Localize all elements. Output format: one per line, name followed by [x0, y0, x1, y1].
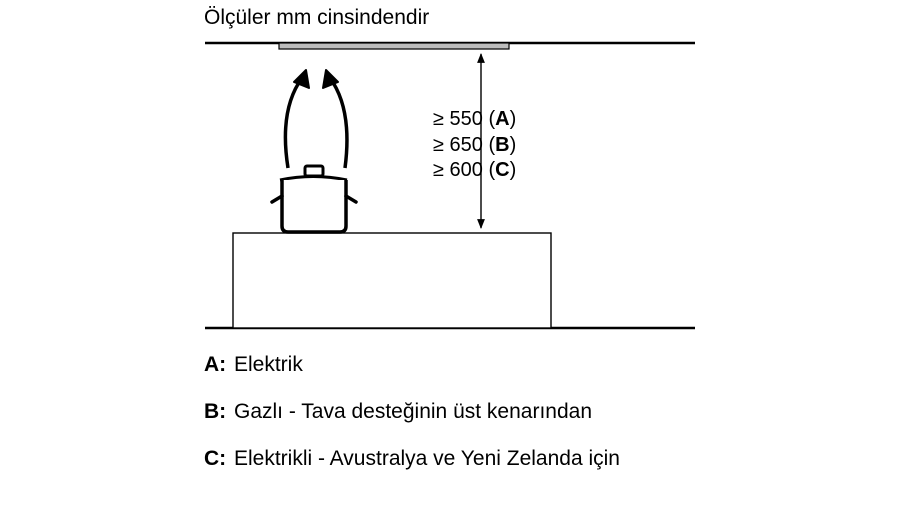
dimension-label-b: ≥ 650 (B): [433, 134, 517, 156]
cooktop-box: [233, 233, 551, 328]
legend-text: Gazlı - Tava desteğinin üst kenarından: [234, 400, 592, 423]
steam-arrow-icon: [285, 70, 347, 168]
dimension-label-a: ≥ 550 (A): [433, 108, 517, 130]
legend: [204, 352, 674, 472]
dimension-label-c: ≥ 600 (C): [433, 159, 517, 181]
legend-item-b: [204, 399, 674, 425]
legend-item-a: [204, 352, 674, 378]
hood-bar: [279, 43, 509, 49]
legend-key: A:: [204, 353, 227, 376]
legend-text: Elektrik: [234, 353, 303, 376]
legend-text: Elektrikli - Avustralya ve Yeni Zelanda için: [234, 447, 620, 470]
units-note: Ölçüler mm cinsindendir: [204, 6, 430, 29]
legend-key: C:: [204, 447, 227, 470]
legend-key: B:: [204, 400, 227, 423]
pot-icon: [272, 166, 356, 232]
legend-item-c: [204, 446, 674, 472]
dimension-labels: [433, 108, 516, 181]
